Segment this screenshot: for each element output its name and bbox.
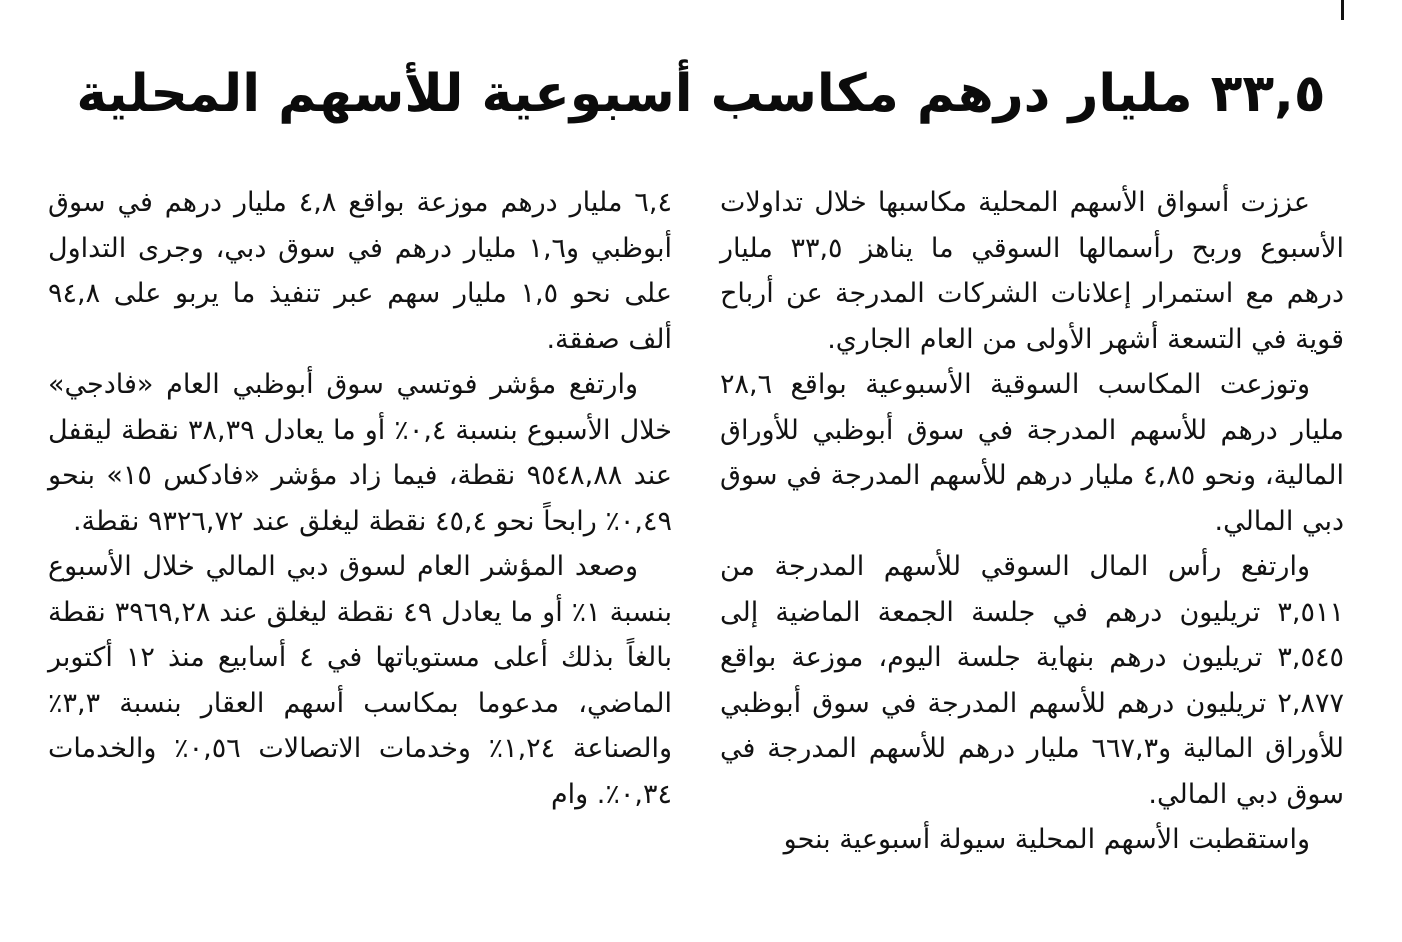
article-column-left xyxy=(48,180,672,817)
paragraph: واستقطبت الأسهم المحلية سيولة أسبوعية بنحو xyxy=(783,824,1310,855)
paragraph: عززت أسواق الأسهم المحلية مكاسبها خلال تداولات الأسبوع وربح رأسمالها السوقي ما يناهز ٣٣,٥ مليار درهم مع استمرار إعلانات الشركات المدرجة عن أرباح قوية في التسعة أشهر الأولى من العام الجاري. xyxy=(720,187,1344,355)
paragraph: وتوزعت المكاسب السوقية الأسبوعية بواقع ٢٨,٦ مليار درهم للأسهم المدرجة في سوق أبوظبي للأوراق المالية، ونحو ٤,٨٥ مليار درهم للأسهم المدرجة في سوق دبي المالي. xyxy=(720,369,1344,537)
paragraph: ٦,٤ مليار درهم موزعة بواقع ٤,٨ مليار درهم في سوق أبوظبي و١,٦ مليار درهم في سوق دبي، وجرى التداول على نحو ١,٥ مليار سهم عبر تنفيذ ما يربو على ٩٤,٨ ألف صفقة. xyxy=(48,187,672,355)
paragraph: وارتفع مؤشر فوتسي سوق أبوظبي العام «فادجي» خلال الأسبوع بنسبة ٠,٤٪ أو ما يعادل ٣٨,٣٩ نقطة ليقفل عند ٩٥٤٨,٨٨ نقطة، فيما زاد مؤشر «فادكس ١٥» بنحو ٠,٤٩٪ رابحاً نحو ٤٥,٤ نقطة ليغلق عند ٩٣٢٦,٧٢ نقطة. xyxy=(48,369,672,537)
paragraph: وارتفع رأس المال السوقي للأسهم المدرجة من ٣,٥١١ تريليون درهم في جلسة الجمعة الماضية إلى ٣,٥٤٥ تريليون درهم بنهاية جلسة اليوم، موزعة بواقع ٢,٨٧٧ تريليون درهم للأسهم المدرجة في سوق أبوظبي للأوراق المالية و٦٦٧,٣ مليار درهم للأسهم المدرجة في سوق دبي المالي. xyxy=(720,551,1344,810)
headline: ٣٣,٥ مليار درهم مكاسب أسبوعية للأسهم المحلية xyxy=(76,64,1326,124)
article-column-right xyxy=(720,180,1344,863)
corner-rule xyxy=(1341,0,1344,20)
paragraph: وصعد المؤشر العام لسوق دبي المالي خلال الأسبوع بنسبة ١٪ أو ما يعادل ٤٩ نقطة ليغلق عند ٣٩٦٩,٢٨ نقطة بالغاً بذلك أعلى مستوياتها في ٤ أسابيع منذ ١٢ أكتوبر الماضي، مدعوما بمكاسب أسهم العقار بنسبة ٣,٣٪ والصناعة ١,٢٤٪ وخدمات الاتصالات ٠,٥٦٪ والخدمات ٠,٣٤٪. وام xyxy=(48,551,672,810)
